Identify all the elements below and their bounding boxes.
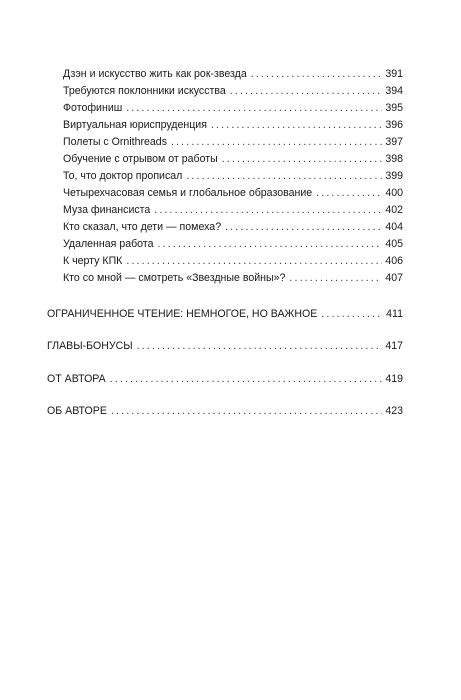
toc-entry: [63, 83, 403, 99]
dot-leader: [126, 253, 382, 269]
toc-entry: [63, 168, 403, 184]
toc-entry-page: 395: [385, 102, 403, 114]
toc-entry-title: Требуются поклонники искусства: [63, 85, 226, 97]
toc-section-page: 417: [385, 340, 403, 352]
toc-section-title: ОГРАНИЧЕННОЕ ЧТЕНИЕ: НЕМНОГОЕ, НО ВАЖНОЕ: [47, 308, 318, 320]
dot-leader: [289, 270, 382, 286]
dot-leader: [157, 236, 382, 252]
toc-entry: [63, 66, 403, 82]
toc-entry: [63, 151, 403, 167]
toc-entry-title: Кто сказал, что дети — помеха?: [63, 221, 222, 233]
toc-entry-page: 402: [385, 204, 403, 216]
dot-leader: [211, 117, 382, 133]
dot-leader: [110, 371, 383, 387]
toc-entry-page: 400: [385, 187, 403, 199]
dot-leader: [316, 185, 382, 201]
toc-entry-title: К черту КПК: [63, 255, 123, 267]
toc-entry-title: Обучение с отрывом от работы: [63, 153, 218, 165]
toc-entry-title: Муза финансиста: [63, 204, 151, 216]
toc-entry-title: То, что доктор прописал: [63, 170, 183, 182]
toc-entry-page: 398: [385, 153, 403, 165]
dot-leader: [225, 219, 382, 235]
toc-entry-page: 404: [385, 221, 403, 233]
dot-leader: [111, 403, 382, 419]
toc-section-entry: [47, 338, 403, 354]
toc-entry: [63, 134, 403, 150]
toc-entry: [63, 253, 403, 269]
dot-leader: [186, 168, 382, 184]
toc-entry-title: Кто со мной — смотреть «Звездные войны»?: [63, 272, 286, 284]
toc-entry-page: 405: [385, 238, 403, 250]
toc-entry-title: Полеты с Ornithreads: [63, 136, 167, 148]
dot-leader: [222, 151, 383, 167]
dot-leader: [171, 134, 382, 150]
toc-entry-title: Четырехчасовая семья и глобальное образование: [63, 187, 313, 199]
toc-entry-page: 399: [385, 170, 403, 182]
toc-entry-title: Фотофиниш: [63, 102, 123, 114]
toc-section-title: ОТ АВТОРА: [47, 373, 106, 385]
toc-entry-page: 397: [385, 136, 403, 148]
toc-entry: [63, 202, 403, 218]
toc-section-entry: [47, 371, 403, 387]
toc-entry-page: 396: [385, 119, 403, 131]
toc-section-page: 419: [385, 373, 403, 385]
toc-entry: [63, 270, 403, 286]
toc-entry-page: 407: [385, 272, 403, 284]
dot-leader: [251, 66, 383, 82]
toc-entry-page: 391: [385, 68, 403, 80]
dot-leader: [126, 100, 382, 116]
toc-entry: [63, 236, 403, 252]
dot-leader: [321, 306, 383, 322]
toc-entry: [63, 219, 403, 235]
dot-leader: [154, 202, 382, 218]
toc-section-page: 423: [385, 405, 403, 417]
dot-leader: [230, 83, 383, 99]
toc-section-title: ГЛАВЫ-БОНУСЫ: [47, 340, 133, 352]
toc-entry-title: Виртуальная юриспруденция: [63, 119, 207, 131]
toc-entry: [63, 117, 403, 133]
toc-section-entry: [47, 306, 403, 322]
toc-entry-page: 394: [385, 85, 403, 97]
toc-entry-title: Удаленная работа: [63, 238, 154, 250]
toc-entry: [63, 185, 403, 201]
toc-entry-page: 406: [385, 255, 403, 267]
dot-leader: [137, 338, 383, 354]
toc-section-entry: [47, 403, 403, 419]
toc-entry-title: Дзэн и искусство жить как рок-звезда: [63, 68, 247, 80]
toc-section-page: 411: [386, 308, 403, 320]
toc-entry: [63, 100, 403, 116]
toc-section-title: ОБ АВТОРЕ: [47, 405, 107, 417]
